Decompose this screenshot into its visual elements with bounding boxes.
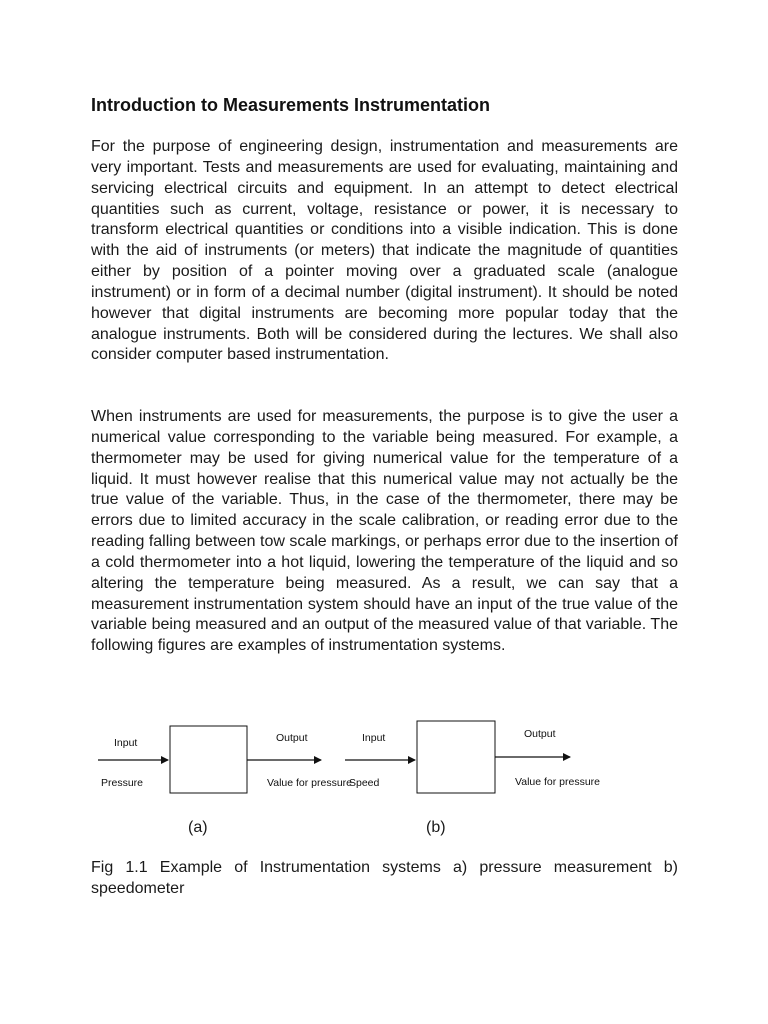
diagram-a-instrument-box: [170, 726, 247, 793]
diagram-a-input-label: Input: [114, 737, 138, 749]
page-title: Introduction to Measurements Instrumentation: [91, 95, 491, 115]
diagram-b: [345, 721, 600, 793]
diagram-b-input-label: Input: [362, 732, 386, 744]
diagram-a-output-quantity: Value for pressure: [267, 777, 353, 789]
figure-sublabel-b: (b): [426, 819, 446, 836]
instrumentation-figure: [0, 700, 768, 850]
diagram-b-instrument-box: [417, 721, 495, 793]
block-diagrams: [0, 700, 768, 810]
diagram-b-output-quantity: Value for pressure: [515, 776, 601, 788]
figure-sublabel-a: (a): [188, 819, 208, 836]
diagram-a-input-quantity: Pressure: [101, 777, 144, 789]
paragraph-measurement: When instruments are used for measurements, the purpose is to give the user a numerical value corresponding to the variable being measured. For example, a thermometer may be used for giving numerical value for the temperature of a liquid. It must however realise that this numerical value may not actually be the true value of the variable. Thus, in the case of the thermometer, there may be errors due to limited accuracy in the scale calibration, or reading error due to the reading falling between tow scale markings, or perhaps error due to the insertion of a cold thermometer into a hot liquid, lowering the temperature of the liquid and so altering the temperature being measured. As a result, we can say that a measurement instrumentation system should have an input of the true value of the variable being measured and an output of the measured value of that variable. The following figures are examples of instrumentation systems.: [91, 408, 678, 655]
figure-caption: Fig 1.1 Example of Instrumentation systems a) pressure measurement b) speedometer: [91, 859, 678, 897]
diagram-a: [98, 726, 352, 793]
diagram-a-output-label: Output: [276, 732, 308, 744]
diagram-b-input-quantity: Speed: [349, 777, 380, 789]
paragraph-intro: For the purpose of engineering design, instrumentation and measurements are very important. Tests and measurements are used for evaluating, maintaining and servicing electrical circuits and equipment. In an attempt to detect electrical quantities such as current, voltage, resistance or power, it is necessary to transform electrical quantities or conditions into a visible indication. This is done with the aid of instruments (or meters) that indicate the magnitude of quantities either by position of a pointer moving over a graduated scale (analogue instrument) or in form of a decimal number (digital instrument). It should be noted however that digital instruments are becoming more popular today that the analogue instruments. Both will be considered during the lectures. We shall also consider computer based instrumentation.: [91, 138, 678, 364]
diagram-b-output-label: Output: [524, 728, 556, 740]
